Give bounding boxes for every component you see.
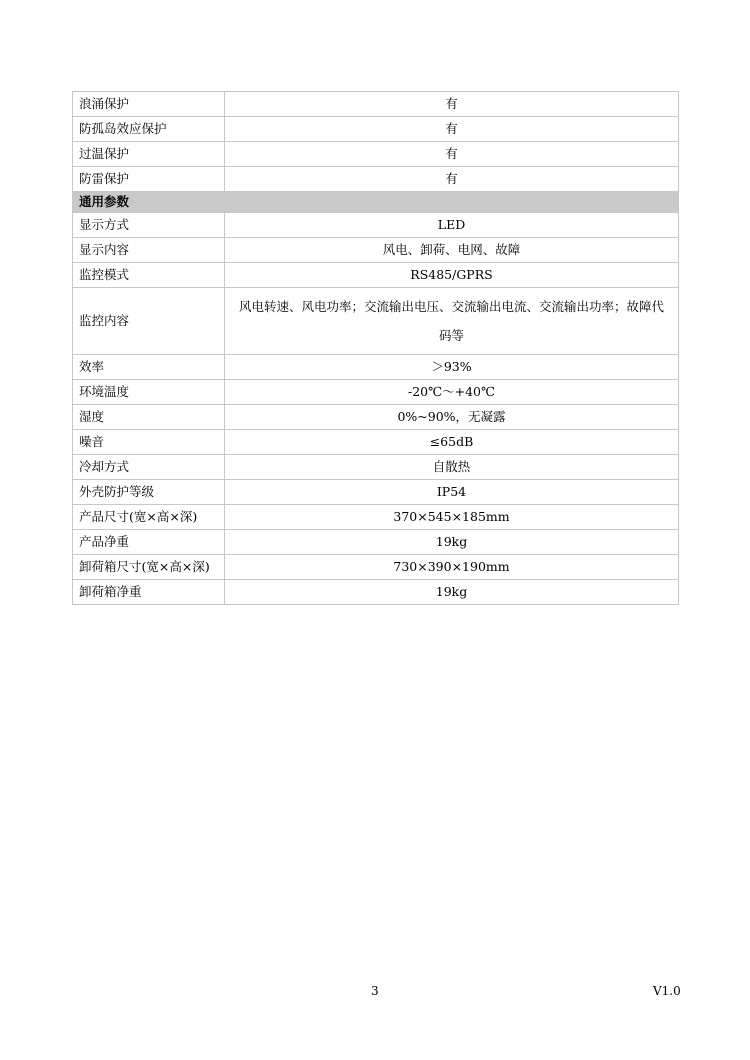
row-label: 湿度: [73, 405, 225, 430]
row-value: 730×390×190mm: [225, 555, 679, 580]
row-value: 有: [225, 167, 679, 192]
row-value: 0%~90%，无凝露: [225, 405, 679, 430]
row-label: 卸荷箱尺寸(宽×高×深): [73, 555, 225, 580]
row-label: 监控模式: [73, 263, 225, 288]
table-row: [73, 213, 679, 238]
row-value: ＞93%: [225, 355, 679, 380]
row-value: 有: [225, 92, 679, 117]
row-label: 环境温度: [73, 380, 225, 405]
table-row: [73, 555, 679, 580]
row-value: ≤65dB: [225, 430, 679, 455]
row-value: 自散热: [225, 455, 679, 480]
row-label: 显示内容: [73, 238, 225, 263]
row-value: -20℃～+40℃: [225, 380, 679, 405]
table-row: [73, 430, 679, 455]
table-row: [73, 92, 679, 117]
row-label: 浪涌保护: [73, 92, 225, 117]
table-row: [73, 263, 679, 288]
row-value: 风电转速、风电功率；交流输出电压、交流输出电流、交流输出功率；故障代码等: [225, 288, 679, 355]
row-value: 有: [225, 142, 679, 167]
section-title: 通用参数: [73, 192, 679, 213]
row-label: 产品尺寸(宽×高×深): [73, 505, 225, 530]
row-label: 监控内容: [73, 288, 225, 355]
table-row: [73, 580, 679, 605]
table-row: [73, 530, 679, 555]
spec-table: [72, 91, 679, 605]
table-row: [73, 480, 679, 505]
row-label: 产品净重: [73, 530, 225, 555]
row-value: 370×545×185mm: [225, 505, 679, 530]
row-label: 冷却方式: [73, 455, 225, 480]
table-row: [73, 455, 679, 480]
row-label: 防孤岛效应保护: [73, 117, 225, 142]
table-row: [73, 355, 679, 380]
row-value: 有: [225, 117, 679, 142]
page-number: 3: [371, 984, 379, 998]
document-version: V1.0: [653, 984, 681, 998]
row-value: RS485/GPRS: [225, 263, 679, 288]
table-row: [73, 142, 679, 167]
table-row: [73, 405, 679, 430]
row-label: 效率: [73, 355, 225, 380]
row-label: 噪音: [73, 430, 225, 455]
table-row: [73, 380, 679, 405]
table-row: [73, 505, 679, 530]
row-value: 19kg: [225, 530, 679, 555]
section-header-row: [73, 192, 679, 213]
row-label: 显示方式: [73, 213, 225, 238]
table-row: [73, 238, 679, 263]
row-label: 过温保护: [73, 142, 225, 167]
table-row: [73, 117, 679, 142]
row-label: 防雷保护: [73, 167, 225, 192]
table-row: [73, 167, 679, 192]
row-label: 卸荷箱净重: [73, 580, 225, 605]
row-value: IP54: [225, 480, 679, 505]
row-label: 外壳防护等级: [73, 480, 225, 505]
row-value: 19kg: [225, 580, 679, 605]
row-value: 风电、卸荷、电网、故障: [225, 238, 679, 263]
table-row: [73, 288, 679, 355]
row-value: LED: [225, 213, 679, 238]
